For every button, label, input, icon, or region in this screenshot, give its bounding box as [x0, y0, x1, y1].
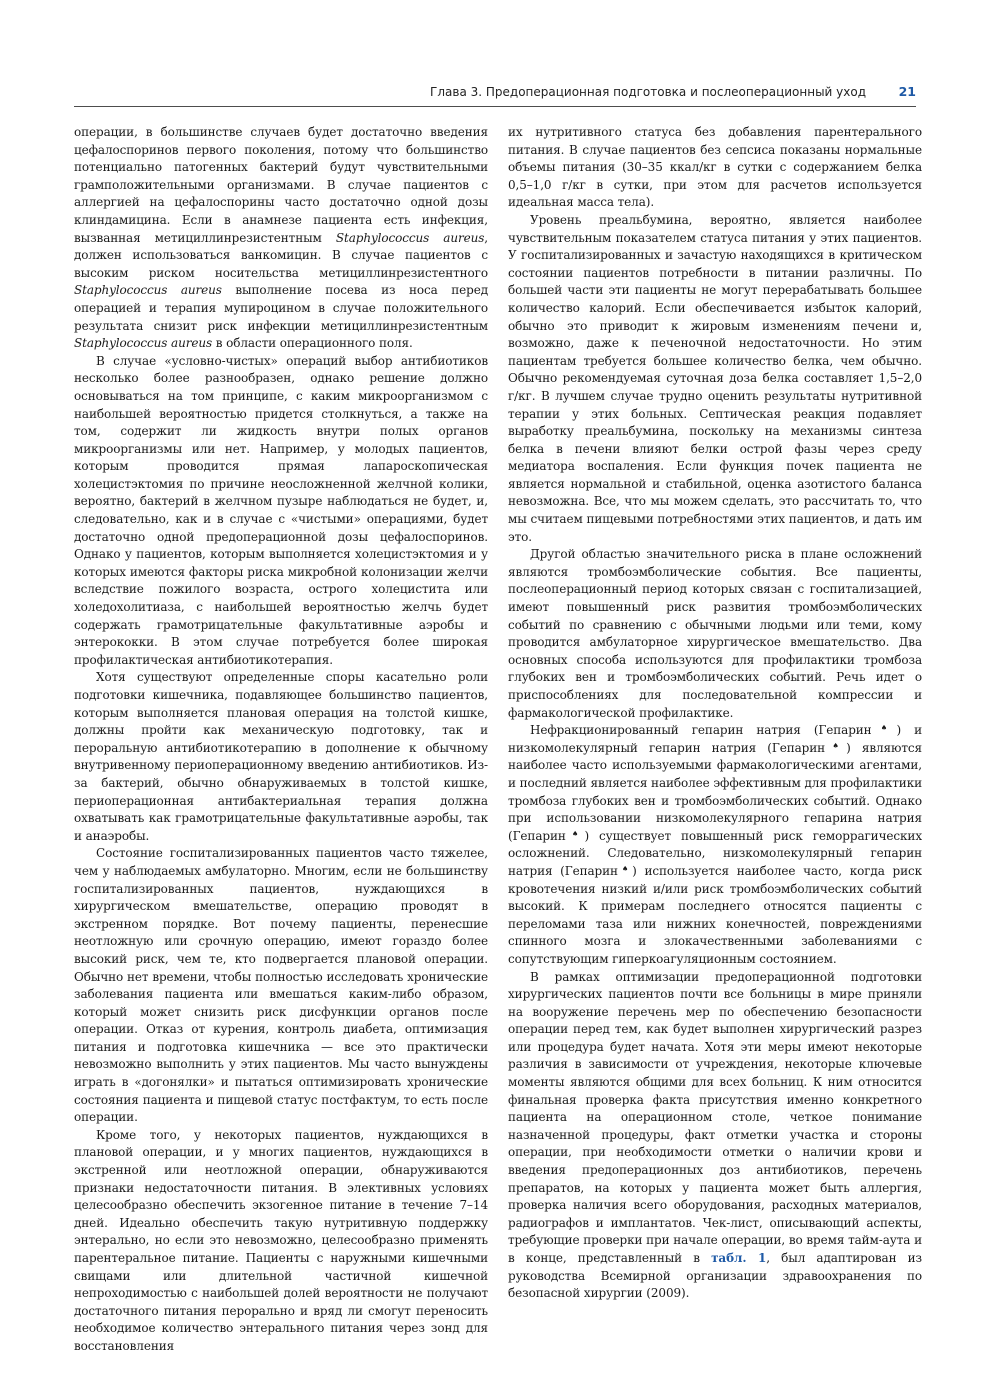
paragraph: В рамках оптимизации предоперационной подготовки хирургических пациентов почти все больницы в мире приняли на вооружение перечень мер по обеспечению безопасности операции перед тем, как будет выполнен хирургический разрез или процедура будет начата. Хотя эти меры имеют некоторые различия в зависимости от учреждения, некоторые ключевые моменты являются общими для всех больниц. К ним относится финальная проверка факта присутствия именно конкретного пациента на операционном столе, четкое понимание назначенной процедуры, факт отметки участка и стороны операции, при необходимости отметки о наличии крови и введения предоперационных доз антибиотиков, перечень препаратов, на которых у пациента может быть аллергия, проверка наличия всего оборудования, расходных материалов, радиографов и имплантатов. Чек-лист, описывающий аспекты, требующие проверки при начале операции, во время тайм-аута и в конце, представленный в табл. 1, был адаптирован из руководства Всемирной организации здравоохранения по безопасной хирургии (2009).	[508, 969, 922, 1301]
trademark-mark: ♠	[871, 724, 897, 733]
left-column	[74, 124, 488, 1356]
paragraph: Нефракционированный гепарин натрия (Гепарин♠) и низкомолекулярный гепарин натрия (Гепарин♠) являются наиболее часто используемыми фармакологическими агентами, и последний является наиболее эффективным для профилактики тромбоза глубоких вен и тромбоэмболических событий. Однако при использовании низкомолекулярного гепарина натрия (Гепарин♠) существует повышенный риск геморрагических осложнений. Следовательно, низкомолекулярный гепарин натрия (Гепарин♠) используется наиболее часто, когда риск кровотечения низкий и/или риск тромбоэмболических событий высокий. К примерам последнего относятся пациенты с переломами таза или нижних конечностей, повреждениями спинного мозга и злокачественными заболеваниями с сопутствующим гиперкоагуляционным состоянием.	[508, 723, 922, 966]
running-header	[74, 82, 916, 107]
right-column	[508, 124, 922, 1303]
paragraph: Состояние госпитализированных пациентов часто тяжелее, чем у наблюдаемых амбулаторно. Многим, если не большинству госпитализированных пациентов, нуждающихся в хирургическом вмешательстве, операцию проводят в экстренном порядке. Вот почему пациенты, перенесшие неотложную или срочную операцию, имеют гораздо более высокий риск, чем те, кто подвергается плановой операции. Обычно нет времени, чтобы полностью исследовать хронические заболевания пациента или вмешаться каким-либо образом, который может снизить риск дисфункции органов после операции. Отказ от курения, контроль диабета, оптимизация питания и подготовка кишечника — все это практически невозможно выполнить у этих пациентов. Мы часто вынуждены играть в «догонялки» и пытаться оптимизировать хронические состояния пациента и пищевой статус постфактум, то есть после операции.	[74, 846, 488, 1125]
paragraph: Хотя существуют определенные споры касательно роли подготовки кишечника, подавляющее большинство пациентов, которым выполняется плановая операция на толстой кишке, должны пройти как механическую подготовку, так и пероральную антибиотикотерапию в дополнение к обычному внутривенному периоперационному введению антибиотиков. Из-за бактерий, обычно обнаруживаемых в толстой кишке, периоперационная антибактериальная терапия должна охватывать как грамотрицательные факультативные аэробы, так и анаэробы.	[74, 670, 488, 843]
chapter-title: Глава 3. Предоперационная подготовка и послеоперационный уход	[430, 85, 866, 99]
trademark-mark: ♠	[825, 741, 847, 750]
paragraph: В случае «условно-чистых» операций выбор антибиотиков несколько более разнообразен, однако решение должно основываться на том принципе, с каким микроорганизмом с наибольшей вероятностью придется столкнуться, а также на том, содержит ли жидкость внутри полых органов микроорганизмы или нет. Например, у молодых пациентов, которым проводится прямая лапароскопическая холецистэктомия по причине неосложненной желчной колики, вероятно, бактерий в желчном пузыре наблюдаться не будет, и, следовательно, как и в случае с «чистыми» операциями, будет достаточно одной предоперационной дозы цефалоспоринов. Однако у пациентов, которым выполняется холецистэктомия и у которых имеются факторы риска микробной колонизации желчи вследствие пожилого возраста, острого холецистита или холедохолитиаза, с наибольшей вероятностью желчь будет содержать грамотрицательные факультативные аэробы и энтерококки. В этом случае потребуется более широкая профилактическая антибиотикотерапия.	[74, 353, 488, 667]
paragraph: Другой областью значительного риска в плане осложнений являются тромбоэмболические события. Все пациенты, послеоперационный период которых связан с госпитализацией, имеют повышенный риск развития тромбоэмболических событий по сравнению с обычными людьми или теми, кому проводится амбулаторное хирургическое вмешательство. Два основных способа используются для профилактики тромбоза глубоких вен и тромбоэмболических событий. Речь идет о приспособлениях для последовательной компрессии и фармакологической профилактике.	[508, 547, 922, 720]
page-number: 21	[898, 84, 916, 99]
paragraph: Кроме того, у некоторых пациентов, нуждающихся в плановой операции, и у многих пациентов, нуждающихся в экстренной или неотложной операции, обнаруживаются признаки недостаточности питания. В элективных условиях целесообразно обеспечить экзогенное питание в течение 7–14 дней. Идеально обеспечить такую нутритивную поддержку энтерально, но если это невозможно, целесообразно применять парентеральное питание. Пациенты с наружными кишечными свищами или длительной частичной кишечной непроходимостью с наибольшей долей вероятности не получают достаточного питания перорально и вряд ли смогут переносить необходимое количество энтерального питания через зонд для восстановления	[74, 1127, 488, 1353]
paragraph: операции, в большинстве случаев будет достаточно введения цефалоспоринов первого поколения, потому что большинство потенциально патогенных бактерий будут чувствительными грамположительными организмами. В случае пациентов с аллергией на цефалоспорины часто достаточно одной дозы клиндамицина. Если в анамнезе пациента есть инфекция, вызванная метициллинрезистентным Staphylococcus aureus, должен использоваться ванкомицин. В случае пациентов с высоким риском носительства метициллинрезистентного Staphylococcus aureus выполнение посева из носа перед операцией и терапия мупироцином в случае положительного результата снизит риск инфекции метициллинрезистентным Staphylococcus aureus в области операционного поля.	[74, 125, 488, 351]
trademark-mark: ♠	[565, 829, 585, 838]
paragraph: Уровень преальбумина, вероятно, является наиболее чувствительным показателем статуса питания у этих пациентов. У госпитализированных и зачастую находящихся в критическом состоянии пациентов потребности в питании различны. По большей части эти пациенты не могут перерабатывать большее количество калорий. Если обеспечивается избыток калорий, обычно это приводит к жировым изменениям печени и, возможно, даже к печеночной недостаточности. Но этим пациентам требуется большее количество белка, чем обычно. Обычно рекомендуемая суточная доза белка составляет 1,5–2,0 г/кг. В лучшем случае трудно оценить результаты нутритивной терапии у этих больных. Септическая реакция подавляет выработку преальбумина, поскольку на механизмы синтеза белка в печени влияют белки острой фазы через среду медиатора воспаления. Если функция почек пациента не является нормальной и стабильной, оценка азотистого баланса невозможна. Все, что мы можем сделать, это рассчитать то, что мы считаем пищевыми потребностями этих пациентов, и дать им это.	[508, 212, 922, 544]
paragraph: их нутритивного статуса без добавления парентерального питания. В случае пациентов без сепсиса показаны нормальные объемы питания (30–35 ккал/кг в сутки с содержанием белка 0,5–1,0 г/кг в сутки, при этом для расчетов используется идеальная масса тела).	[508, 125, 922, 210]
table-link[interactable]: табл. 1	[711, 1251, 767, 1265]
trademark-mark: ♠	[617, 864, 633, 873]
